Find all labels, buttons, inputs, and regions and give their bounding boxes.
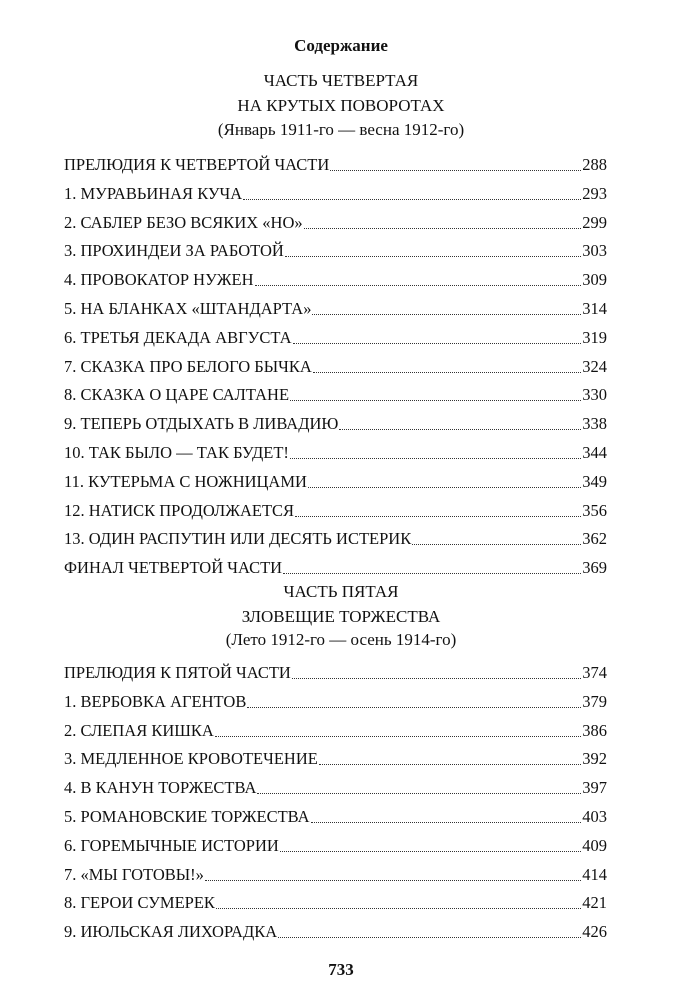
toc-entry-title: 1. ВЕРБОВКА АГЕНТОВ — [64, 691, 247, 711]
dot-leader — [311, 818, 582, 823]
toc-entry-page: 330 — [582, 385, 607, 405]
toc-entry-title: 8. ГЕРОИ СУМЕРЕК — [64, 893, 215, 913]
toc-entry[interactable] — [64, 528, 607, 550]
toc-entry-title: 6. ТРЕТЬЯ ДЕКАДА АВГУСТА — [64, 327, 292, 347]
toc-entry-page: 303 — [582, 241, 607, 261]
toc-entry-page: 314 — [582, 299, 607, 318]
toc-entry-page: 299 — [582, 212, 607, 232]
toc-entry[interactable] — [64, 442, 607, 464]
toc-entry-page: 409 — [582, 835, 607, 855]
dot-leader — [247, 703, 581, 708]
toc-entry-title: 7. СКАЗКА ПРО БЕЛОГО БЫЧКА — [64, 356, 312, 376]
toc-entry-title: ПРЕЛЮДИЯ К ПЯТОЙ ЧАСТИ — [64, 663, 291, 682]
dot-leader — [295, 512, 581, 517]
toc-entry-title: 3. МЕДЛЕННОЕ КРОВОТЕЧЕНИЕ — [64, 749, 318, 769]
dot-leader — [292, 674, 581, 679]
dot-leader — [255, 281, 582, 286]
toc-entry-title: 2. САБЛЕР БЕЗО ВСЯКИХ «НО» — [64, 212, 303, 232]
dot-leader — [216, 904, 581, 909]
dot-leader — [243, 195, 581, 200]
toc-entry[interactable] — [64, 384, 607, 406]
toc-entry-title: 12. НАТИСК ПРОДОЛЖАЕТСЯ — [64, 500, 295, 520]
toc-entry[interactable] — [64, 806, 607, 828]
toc-entry-title: 10. ТАК БЫЛО — ТАК БУДЕТ! — [64, 443, 289, 462]
toc-entry-page: 426 — [582, 922, 607, 942]
toc-entry-title: 1. МУРАВЬИНАЯ КУЧА — [64, 183, 243, 203]
toc-entry-title: 9. ИЮЛЬСКАЯ ЛИХОРАДКА — [64, 922, 278, 942]
toc-entry-page: 324 — [582, 356, 607, 376]
toc-entry-title: 8. СКАЗКА О ЦАРЕ САЛТАНЕ — [64, 385, 290, 405]
dot-leader — [290, 454, 581, 459]
toc-entry[interactable] — [64, 269, 607, 291]
toc-entry-page: 356 — [582, 500, 607, 520]
toc-entry[interactable] — [64, 748, 607, 770]
dot-leader — [215, 732, 581, 737]
toc-entry[interactable] — [64, 557, 607, 579]
dot-leader — [290, 396, 581, 401]
dot-leader — [283, 569, 581, 574]
toc-entry[interactable] — [64, 183, 607, 205]
dot-leader — [285, 252, 581, 257]
toc-entry[interactable] — [64, 356, 607, 378]
dot-leader — [304, 224, 582, 229]
toc-entry[interactable] — [64, 864, 607, 886]
toc-entry-title: 4. ПРОВОКАТОР НУЖЕН — [64, 270, 254, 290]
dot-leader — [205, 876, 581, 881]
toc-entry-page: 344 — [582, 443, 607, 462]
dot-leader — [293, 339, 582, 344]
toc-entry[interactable] — [64, 720, 607, 742]
toc-entry[interactable] — [64, 662, 607, 684]
toc-entry[interactable] — [64, 500, 607, 522]
toc-entry-page: 392 — [582, 749, 607, 769]
dot-leader — [280, 847, 581, 852]
toc-entry-page: 349 — [582, 471, 607, 491]
dot-leader — [319, 760, 581, 765]
toc-entry-title: 3. ПРОХИНДЕИ ЗА РАБОТОЙ — [64, 241, 284, 261]
toc-entry-page: 397 — [582, 778, 607, 798]
toc-entry-title: 2. СЛЕПАЯ КИШКА — [64, 720, 214, 740]
page-title: Содержание — [294, 36, 388, 55]
toc-entry-title: ПРЕЛЮДИЯ К ЧЕТВЕРТОЙ ЧАСТИ — [64, 155, 330, 174]
toc-entry[interactable] — [64, 298, 607, 320]
toc-entry[interactable] — [64, 212, 607, 234]
toc-entry-title: 7. «МЫ ГОТОВЫ!» — [64, 864, 204, 884]
dot-leader — [313, 368, 581, 373]
dot-leader — [412, 540, 581, 545]
toc-entry-page: 338 — [582, 414, 607, 434]
toc-entry-page: 319 — [582, 327, 607, 347]
dot-leader — [308, 483, 581, 488]
toc-entry[interactable] — [64, 777, 607, 799]
toc-entry-page: 288 — [582, 155, 607, 174]
toc-entry-page: 414 — [582, 864, 607, 884]
toc-entry[interactable] — [64, 921, 607, 943]
part4-subtitle: НА КРУТЫХ ПОВОРОТАХ — [237, 96, 445, 115]
toc-entry-title: ФИНАЛ ЧЕТВЕРТОЙ ЧАСТИ — [64, 558, 283, 578]
toc-entry-page: 369 — [582, 558, 607, 578]
toc-entry-title: 6. ГОРЕМЫЧНЫЕ ИСТОРИИ — [64, 835, 279, 855]
toc-entry-page: 421 — [582, 893, 607, 913]
toc-entry-title: 4. В КАНУН ТОРЖЕСТВА — [64, 778, 257, 798]
dot-leader — [257, 789, 581, 794]
toc-entry[interactable] — [64, 327, 607, 349]
toc-entry-page: 293 — [582, 183, 607, 203]
toc-entry-title: 5. РОМАНОВСКИЕ ТОРЖЕСТВА — [64, 807, 310, 826]
toc-entry-page: 309 — [582, 270, 607, 290]
toc-entry-page: 379 — [582, 691, 607, 711]
toc-entry-title: 9. ТЕПЕРЬ ОТДЫХАТЬ В ЛИВАДИЮ — [64, 414, 339, 434]
toc-entry[interactable] — [64, 835, 607, 857]
toc-entry-page: 386 — [582, 720, 607, 740]
part5-subtitle: ЗЛОВЕЩИЕ ТОРЖЕСТВА — [241, 607, 441, 626]
toc-entry-page: 374 — [582, 663, 607, 682]
part5-dates: (Лето 1912-го — осень 1914-го) — [225, 630, 457, 649]
part5-name: ЧАСТЬ ПЯТАЯ — [283, 582, 399, 601]
toc-entry[interactable] — [64, 892, 607, 914]
dot-leader — [312, 310, 581, 315]
toc-entry-title: 13. ОДИН РАСПУТИН ИЛИ ДЕСЯТЬ ИСТЕРИК — [64, 529, 412, 549]
toc-entry-page: 362 — [582, 529, 607, 549]
part4-name: ЧАСТЬ ЧЕТВЕРТАЯ — [263, 71, 419, 90]
toc-entry-title: 11. КУТЕРЬМА С НОЖНИЦАМИ — [64, 471, 307, 491]
toc-entry-title: 5. НА БЛАНКАХ «ШТАНДАРТА» — [64, 299, 312, 318]
toc-entry[interactable] — [64, 240, 607, 262]
toc-entry-page: 403 — [582, 807, 607, 826]
part4-dates: (Январь 1911-го — весна 1912-го) — [217, 120, 465, 139]
toc-entry[interactable] — [64, 691, 607, 713]
toc-entry[interactable] — [64, 413, 607, 435]
dot-leader — [278, 933, 581, 938]
page-number: 733 — [328, 960, 354, 979]
toc-entry[interactable] — [64, 154, 607, 176]
toc-entry[interactable] — [64, 471, 607, 493]
dot-leader — [330, 166, 581, 171]
dot-leader — [339, 425, 581, 430]
